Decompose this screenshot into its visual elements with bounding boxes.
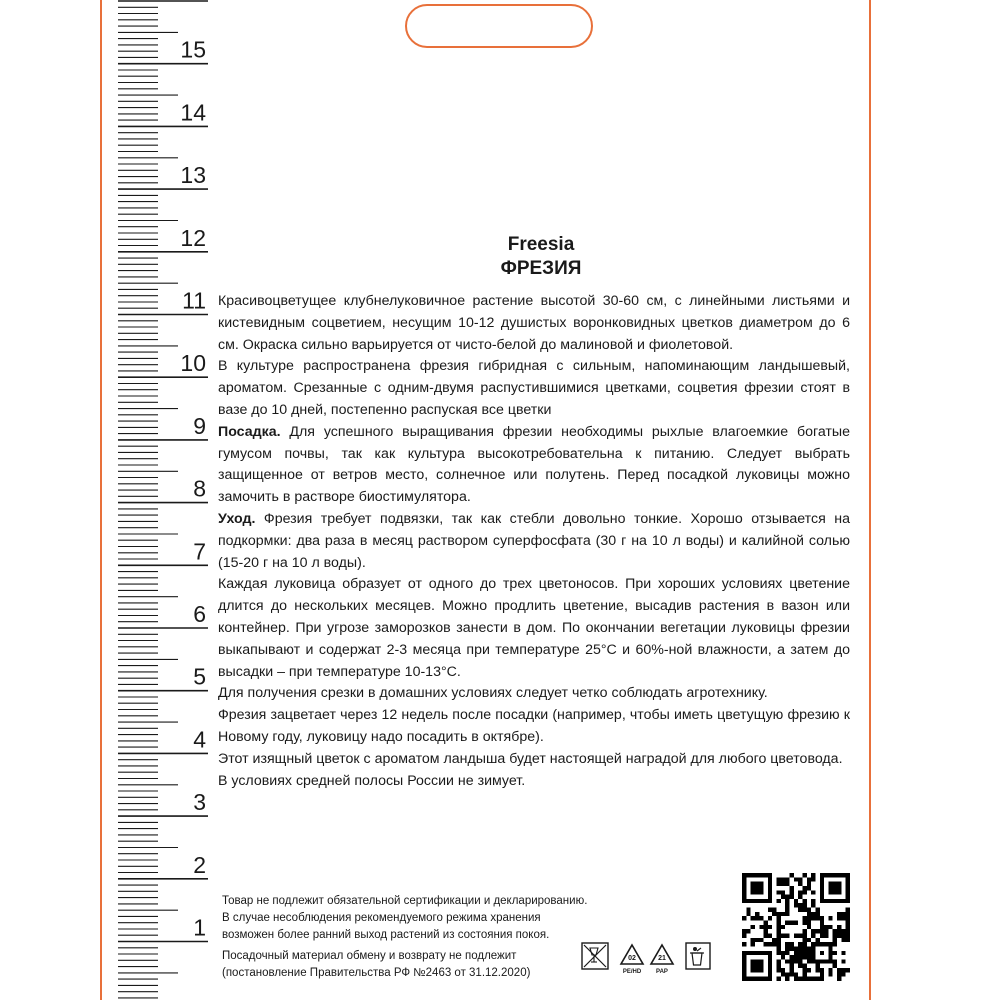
return-policy-notice xyxy=(222,948,622,982)
ruler-label: 8 xyxy=(193,475,206,502)
qr-code xyxy=(742,873,850,981)
ruler-label: 6 xyxy=(193,601,206,627)
closing-paragraph: Этот изящный цветок с ароматом ландыша будет настоящей наградой для любого цветовода. xyxy=(218,750,843,767)
hang-slot xyxy=(405,4,593,48)
return-line: Посадочный материал обмену и возврату не подлежит xyxy=(222,950,517,962)
planting-paragraph xyxy=(218,422,850,509)
ruler-label: 5 xyxy=(193,663,206,690)
ruler-label: 13 xyxy=(180,162,206,189)
hardiness-paragraph: В условиях средней полосы России не зимует. xyxy=(218,772,526,789)
bin-disposal-icon xyxy=(686,943,710,969)
ruler-label: 11 xyxy=(182,287,206,314)
packet-edge-right xyxy=(869,0,871,1000)
ruler-scale xyxy=(0,0,215,1000)
pe-number: 02 xyxy=(628,955,636,962)
product-description xyxy=(218,291,850,792)
ruler-label: 15 xyxy=(180,36,206,63)
description-intro-2: В культуре распространена фрезия гибридная с сильным, напоминающим ландышевый, ароматом. Срезанные с одним-двумя распустившимися цветками, соцветия фрезии стоят в вазе до 10 дней, постепенно распуская все цветки xyxy=(218,358,850,418)
return-line: (постановление Правительства РФ №2463 от 31.12.2020) xyxy=(222,967,531,979)
product-name-russian: ФРЕЗИЯ xyxy=(500,258,582,279)
care-paragraph xyxy=(218,509,850,574)
ruler-labels xyxy=(180,37,206,941)
cutting-paragraph: Для получения срезки в домашних условиях следует четко соблюдать агротехнику. xyxy=(218,685,768,702)
packaging-symbols xyxy=(580,940,720,984)
bulb-paragraph: Каждая луковица образует от одного до трех цветоносов. При хороших условиях цветение длится до нескольких месяцев. Можно продлить цветение, высадив растения в вазон или контейнер. При угрозе заморозков занести в дом. По окончании вегетации луковицы фрезии выкапывают и содержат 2-3 месяца при температуре 25°С и 60%-ной влажности, а затем до высадки – при температуре 10-13°С. xyxy=(218,576,850,680)
recycle-triangle-icon xyxy=(651,945,673,975)
packet-edge-left xyxy=(100,0,102,1000)
pe-code: PE/HD xyxy=(622,969,642,975)
ruler-label: 7 xyxy=(193,538,206,565)
ruler-label: 2 xyxy=(193,851,206,878)
ruler-label: 9 xyxy=(193,412,206,439)
wine-glass-fork-icon xyxy=(582,943,608,969)
care-text: Фрезия требует подвязки, так как стебли довольно тонкие. Хорошо отзывается на подкормки: два раза в месяц раствором суперфосфата (30 г на 10 л воды) и калийной солью (15-20 г на 10 л воды). xyxy=(218,510,850,571)
ruler-label: 12 xyxy=(180,224,206,251)
bloom-paragraph: Фрезия зацветает через 12 недель после посадки (например, чтобы иметь цветущую фрезию к Новому году, луковицу надо посадить в октябре). xyxy=(218,707,850,745)
description-intro-1: Красивоцветущее клубнелуковичное растение высотой 30-60 см, с линейными листьями и кистевидным соцветием, несущим 10-12 душистых воронковидных цветков диаметром до 6 см. Окраска сильно варьируется от чисто-белой до малиновой и фиолетовой. xyxy=(218,293,850,353)
notice-line: Товар не подлежит обязательной сертификации и декларированию. xyxy=(222,895,588,907)
planting-text: Для успешного выращивания фрезии необходимы рыхлые влагоемкие богатые гумусом почвы, так как культура высокотребовательна к питанию. Следует выбрать защищенное от ветров место, солнечное или полутень. Перед посадкой луковицы можно замочить в растворе биостимулятора. xyxy=(218,423,850,506)
ruler-label: 1 xyxy=(193,914,206,941)
ruler-label: 10 xyxy=(180,350,206,377)
ruler-label: 4 xyxy=(193,726,206,753)
product-name-latin: Freesia xyxy=(507,234,575,255)
pap-code: PAP xyxy=(656,969,668,975)
notice-line: возможен более ранний выход растений из состояния покоя. xyxy=(222,929,550,941)
pap-number: 21 xyxy=(658,955,666,962)
notice-line: В случае несоблюдения рекомендуемого режима хранения xyxy=(222,912,541,924)
planting-heading: Посадка. xyxy=(218,423,281,440)
care-heading: Уход. xyxy=(218,510,256,527)
certification-notice xyxy=(222,893,642,944)
ruler-label: 3 xyxy=(193,789,206,816)
ruler-label: 14 xyxy=(180,99,206,126)
recycle-triangle-icon xyxy=(621,945,643,975)
